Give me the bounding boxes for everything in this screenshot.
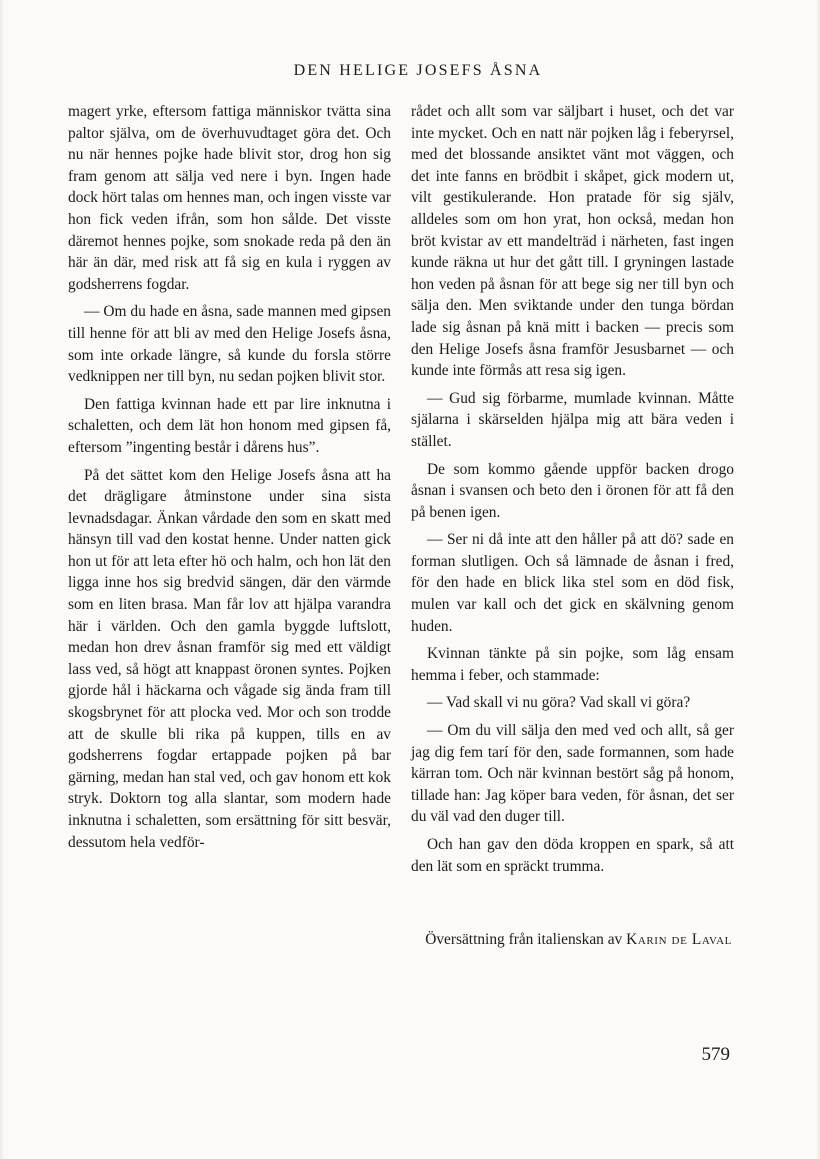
paragraph: — Vad skall vi nu göra? Vad skall vi göra? bbox=[427, 694, 691, 712]
running-title: DEN HELIGE JOSEFS ÅSNA bbox=[293, 62, 543, 79]
page-edge-left bbox=[0, 0, 4, 1159]
paragraph: rådet och allt som var säljbart i huset, och det var inte mycket. Och en natt när pojken låg i feberyrsel, med det blossande ansiktet vänt mot väggen, och det inte fanns en brödbit i skåpet, gick modern ut, vilt gestikulerande. Hon pratade för sig själv, alldeles som om hon yrat, hon också, medan hon bröt kvistar av ett mandelträd i närheten, fast ingen kunde räkna ut hur det gått till. I gryningen lastade hon veden på åsnan för att bege sig ner till byn och sälja den. Men sviktande under den tunga bördan lade sig åsnan på knä mitt i backen — precis som den Helige Josefs åsna framför Jesusbarnet — och kunde inte förmås att resa sig igen. bbox=[411, 103, 734, 380]
translator-name: Karin de Laval bbox=[626, 931, 732, 948]
paragraph: Den fattiga kvinnan hade ett par lire inknutna i schaletten, och dem lät hon honom med gipsen få, eftersom ”ingenting består i dårens hus”. bbox=[68, 395, 391, 456]
paragraph: Och han gav den döda kroppen en spark, så att den lät som en spräckt trumma. bbox=[411, 836, 734, 875]
paragraph: — Om du vill sälja den med ved och allt, så ger jag dig fem tarí för den, sade formannen, som hade kärran tom. Och när kvinnan bestört såg på honom, tillade han: Jag köper bara veden, för åsnan, det ser du väl vad den duger till. bbox=[411, 722, 734, 826]
page-edge-right bbox=[816, 0, 820, 1159]
translation-credit bbox=[300, 931, 732, 949]
paragraph: magert yrke, eftersom fattiga människor tvätta sina paltor själva, om de överhuvudtaget göra det. Och nu när hennes pojke hade blivit stor, drog hon sig fram genom att sälja ved nere i byn. Ingen hade dock hört talas om hennes man, och ingen visste var hon fick veden ifrån, som hon sålde. Det visste däremot hennes pojke, som snokade reda på den än här än där, med risk att få sig en kula i ryggen av godsherrens fogdar. bbox=[68, 103, 391, 293]
paragraph: — Om du hade en åsna, sade mannen med gipsen till henne för att bli av med den Helige Josefs åsna, som inte orkade längre, så kunde du forsla större vedknippen ner till byn, nu sedan pojken blivit stor. bbox=[68, 303, 391, 386]
credit-prefix: Översättning från italienskan av bbox=[425, 931, 623, 948]
left-column bbox=[68, 101, 391, 859]
right-column bbox=[411, 101, 734, 883]
paragraph: — Ser ni då inte att den håller på att dö? sade en forman slutligen. Och så lämnade de åsnan i fred, för den hade en blick lika stel som en död fisk, mulen var kall och det gick en skälvning genom huden. bbox=[411, 531, 734, 635]
page-number: 579 bbox=[701, 1044, 730, 1065]
paragraph: — Gud sig förbarme, mumlade kvinnan. Måtte själarna i skärselden hjälpa mig att bära veden i stället. bbox=[411, 389, 734, 450]
paragraph: De som kommo gående uppför backen drogo åsnan i svansen och beto den i öronen för att få den på benen igen. bbox=[411, 460, 734, 521]
paragraph: Kvinnan tänkte på sin pojke, som låg ensam hemma i feber, och stammade: bbox=[411, 645, 734, 684]
paragraph: På det sättet kom den Helige Josefs åsna att ha det drägligare åtminstone under sina sista levnadsdagar. Änkan vårdade den som en skatt med hänsyn till vad den kostat henne. Under natten gick hon ut för att leta efter hö och halm, och hon lät den ligga inne hos sig bredvid sängen, där den värmde som en liten brasa. Man får lov att hjälpa varandra här i världen. Och den gamla byggde luftslott, medan hon drev åsnan framför sig med ett väldigt lass ved, så högt att knappast öronen syntes. Pojken gjorde hål i häckarna och vågade sig ända fram till skogsbrynet för att plocka ved. Mor och son trodde att de skulle bli rika på kuppen, tills en av godsherrens fogdar ertappade pojken på bar gärning, medan han stal ved, och gav honom ett kok stryk. Doktorn tog alla slantar, som modern hade inknutna i schaletten, som ersättning för sitt besvär, dessutom hela vedför- bbox=[68, 466, 391, 851]
